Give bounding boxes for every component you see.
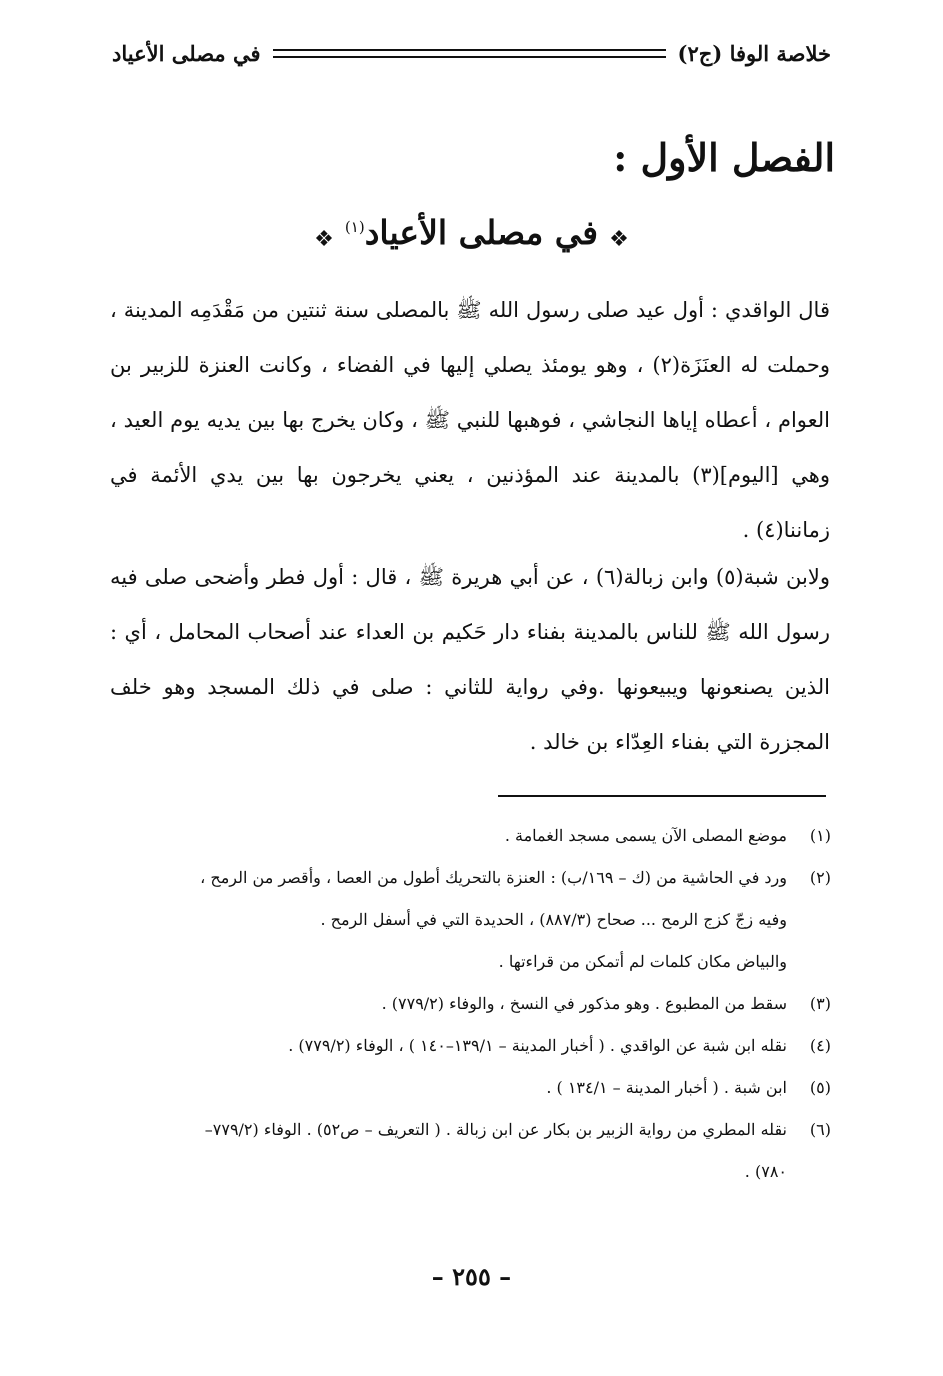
footnote-number: (٥) xyxy=(809,1078,831,1097)
footnote-item xyxy=(100,857,831,899)
footnote-text: ابن شبة . ( أخبار المدينة – ١٣٤/١ ) . xyxy=(546,1078,787,1097)
footnote-separator xyxy=(498,795,826,797)
footnote-text: والبياض مكان كلمات لم أتمكن من قراءتها . xyxy=(498,952,787,971)
section-footnote-ref: (١) xyxy=(344,218,365,236)
footnote-number: (٢) xyxy=(809,868,831,887)
footnote-text: سقط من المطبوع . وهو مذكور في النسخ ، والوفاء (٧٧٩/٢) . xyxy=(381,994,787,1013)
footnote-number: (٣) xyxy=(809,994,831,1013)
footnote-number xyxy=(787,1151,831,1193)
footnote-text: وفيه زجّ كزج الرمح ... صحاح (٨٨٧/٣) ، الحديدة التي في أسفل الرمح . xyxy=(320,910,787,929)
section-heading-text: في مصلى الأعياد$^{(١)}$ xyxy=(344,213,599,252)
footnote-item xyxy=(100,1151,831,1193)
header-book-title: خلاصة الوفا (ج٢) xyxy=(677,40,831,66)
footnote-number: (٦) xyxy=(809,1120,831,1139)
body-paragraph-2: ولابن شبة(٥) وابن زبالة(٦) ، عن أبي هريرة ﷺ ، قال : أول فطر وأضحى صلى فيه رسول الله ﷺ للناس بالمدينة بفناء دار حَكيم بن العداء عند أصحاب المحامل ، أي : الذين يصنعونها ويبيعونها .وفي رواية للثاني : صلى في ذلك المسجد وهو خلف المجزرة التي بفناء العِدّاء بن خالد . xyxy=(110,565,830,754)
footnote-text: ورد في الحاشية من (ك – ١٦٩/ب) : العنزة بالتحريك أطول من العصا ، وأقصر من الرمح ، xyxy=(200,868,787,887)
footnote-number xyxy=(787,899,831,941)
footnote-item xyxy=(100,899,831,941)
footnote-item xyxy=(100,1067,831,1109)
footnotes xyxy=(100,815,831,1193)
header-double-rule xyxy=(273,49,666,58)
page-number: – ٢٥٥ – xyxy=(431,1262,512,1291)
section-heading xyxy=(0,213,943,252)
footnote-item xyxy=(100,815,831,857)
chapter-title: الفصل الأول : xyxy=(613,135,835,180)
footnote-item xyxy=(100,983,831,1025)
ornament-right-icon: ❖ xyxy=(609,227,629,252)
header-section-title: في مصلى الأعياد xyxy=(112,40,261,66)
footnote-text: ٧٨٠) . xyxy=(744,1162,787,1181)
footnote-number: (١) xyxy=(809,826,831,845)
footnote-number xyxy=(787,941,831,983)
running-header xyxy=(112,36,831,70)
footnote-item xyxy=(100,1109,831,1151)
footnote-text: موضع المصلى الآن يسمى مسجد الغمامة . xyxy=(504,826,787,845)
footnote-number: (٤) xyxy=(809,1036,831,1055)
footnote-text: نقله المطري من رواية الزبير بن بكار عن ابن زبالة . ( التعريف – ص٥٢) . الوفاء (٧٧٩/٢– xyxy=(204,1120,787,1139)
ornament-left-icon: ❖ xyxy=(314,227,334,252)
body-paragraph-1: قال الواقدي : أول عيد صلى رسول الله ﷺ بالمصلى سنة ثنتين من مَقْدَمِه المدينة ، وحملت له العنَزَة(٢) ، وهو يومئذ يصلي إليها في الفضاء ، وكانت العنزة للزبير بن العوام ، أعطاه إياها النجاشي ، فوهبها للنبي ﷺ ، وكان يخرج بها بين يديه يوم العيد ، وهي [اليوم](٣) بالمدينة عند المؤذنين ، يعني يخرجون بها بين يدي الأئمة في زماننا(٤) . xyxy=(110,298,831,542)
footnote-text: نقله ابن شبة عن الواقدي . ( أخبار المدينة – ١٣٩/١–١٤٠ ) ، الوفاء (٧٧٩/٢) . xyxy=(288,1036,787,1055)
footnote-item xyxy=(100,941,831,983)
footnote-item xyxy=(100,1025,831,1067)
